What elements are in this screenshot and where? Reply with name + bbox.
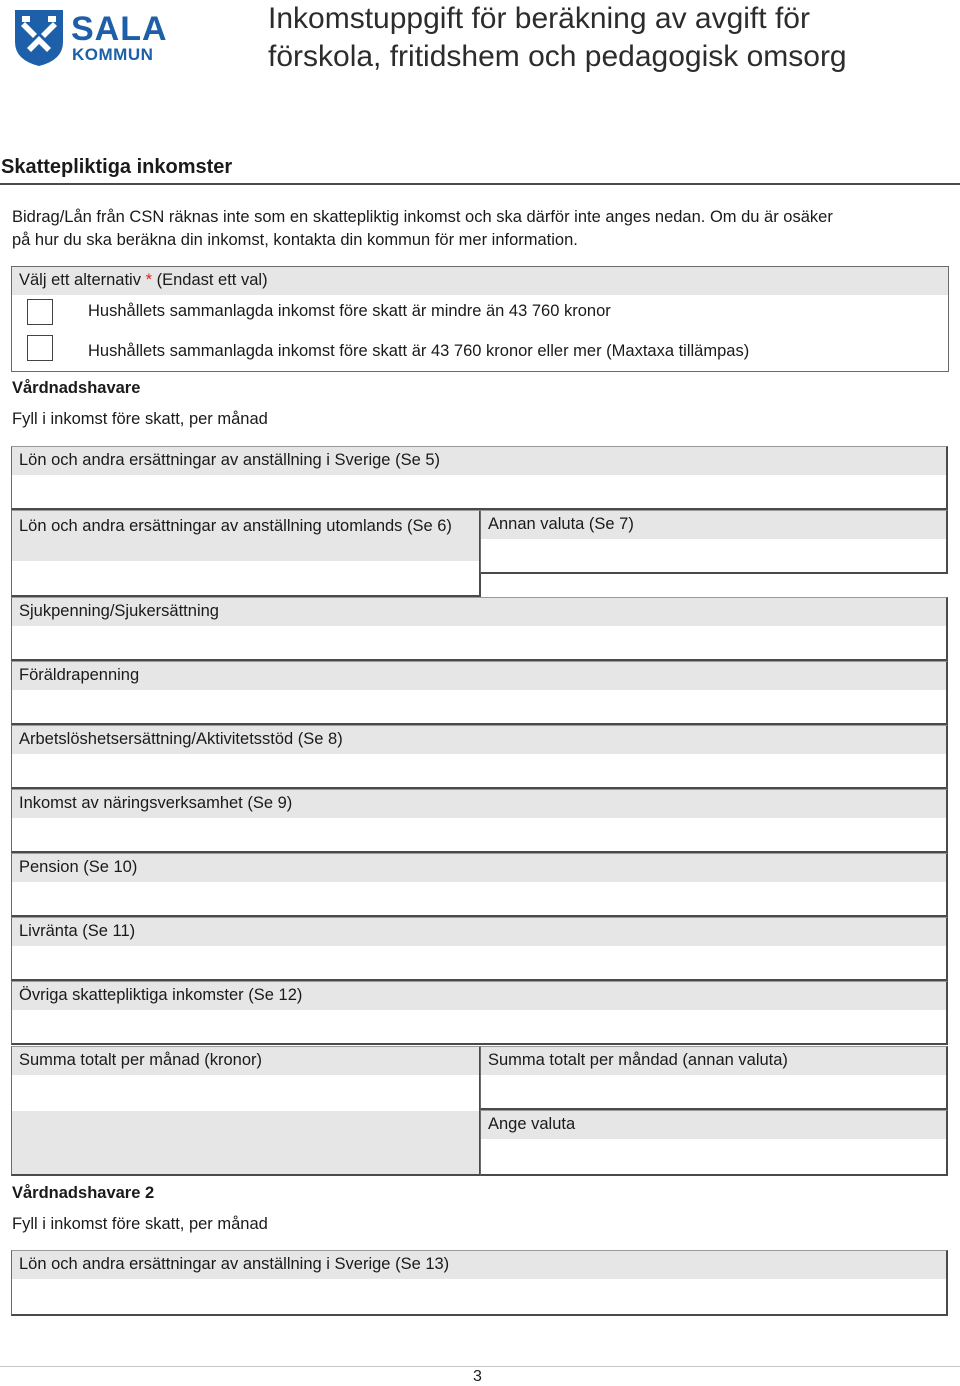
field-total-other: [480, 1046, 948, 1110]
input-annuity[interactable]: [12, 946, 946, 979]
guardian-note: Fyll i inkomst före skatt, per månad: [12, 410, 268, 428]
field-unemployment: [11, 725, 948, 789]
label-other-taxable: Övriga skattepliktiga inkomster (Se 12): [19, 986, 303, 1004]
input-salary-abroad[interactable]: [12, 561, 479, 595]
page-number: 3: [473, 1368, 482, 1385]
label-pension: Pension (Se 10): [19, 858, 138, 876]
field-g2-salary-sweden: [11, 1250, 948, 1316]
field-annuity: [11, 917, 948, 981]
field-parental-pay: [11, 661, 948, 725]
guardian2-heading: Vårdnadshavare 2: [12, 1184, 155, 1202]
logo-name: SALA: [71, 10, 168, 48]
option-income-maxtaxa: Hushållets sammanlagda inkomst före skatt är 43 760 kronor eller mer (Maxtaxa tillämpas): [88, 342, 750, 360]
required-mark: *: [145, 271, 152, 289]
field-salary-sweden: [11, 446, 948, 510]
input-total-sek[interactable]: [12, 1075, 479, 1111]
sala-kommun-logo: [13, 6, 168, 72]
label-g2-salary-sweden: Lön och andra ersättningar av anställning i Sverige (Se 13): [19, 1255, 450, 1273]
field-pension: [11, 853, 948, 917]
label-annuity: Livränta (Se 11): [19, 922, 136, 940]
section-divider: [0, 183, 960, 185]
title-line-2: förskola, fritidshem och pedagogisk omsorg: [268, 40, 847, 73]
label-currency: Ange valuta: [488, 1115, 576, 1133]
input-total-other[interactable]: [481, 1075, 946, 1108]
input-sick-pay[interactable]: [12, 626, 946, 659]
input-other-taxable[interactable]: [12, 1010, 946, 1043]
label-salary-abroad: Lön och andra ersättningar av anställning utomlands (Se 6): [19, 517, 452, 535]
field-sick-pay: [11, 597, 948, 661]
input-business-income[interactable]: [12, 818, 946, 851]
document-title: [268, 0, 958, 76]
input-salary-sweden[interactable]: [12, 475, 946, 508]
option-income-below: Hushållets sammanlagda inkomst före skatt är mindre än 43 760 kronor: [88, 302, 611, 320]
field-other-currency: [480, 510, 948, 574]
field-currency: [480, 1110, 948, 1176]
label-total-other: Summa totalt per måndad (annan valuta): [488, 1051, 788, 1069]
guardian2-note: Fyll i inkomst före skatt, per månad: [12, 1215, 268, 1233]
intro-text: [12, 206, 957, 252]
label-salary-sweden: Lön och andra ersättningar av anställning i Sverige (Se 5): [19, 451, 440, 469]
coat-of-arms-icon: [13, 8, 65, 68]
label-other-currency: Annan valuta (Se 7): [488, 515, 634, 533]
intro-line-1: Bidrag/Lån från CSN räknas inte som en skattepliktig inkomst och ska därför inte anges nedan. Om du är osäker: [12, 208, 833, 226]
input-currency[interactable]: [481, 1139, 946, 1174]
choice-hint: (Endast ett val): [156, 271, 268, 289]
label-parental-pay: Föräldrapenning: [19, 666, 140, 684]
checkbox-income-maxtaxa[interactable]: [27, 335, 53, 361]
income-choice-group: [11, 266, 949, 372]
section-title: Skattepliktiga inkomster: [1, 156, 233, 178]
field-salary-abroad: [11, 510, 481, 597]
intro-line-2: på hur du ska beräkna din inkomst, kontakta din kommun för mer information.: [12, 231, 578, 249]
checkbox-income-below[interactable]: [27, 299, 53, 325]
logo-sub: KOMMUN: [72, 45, 154, 64]
field-business-income: [11, 789, 948, 853]
field-total-sek: [11, 1046, 481, 1176]
label-unemployment: Arbetslöshetsersättning/Aktivitetsstöd (Se 8): [19, 730, 343, 748]
label-sick-pay: Sjukpenning/Sjukersättning: [19, 602, 219, 620]
input-other-currency[interactable]: [481, 539, 946, 572]
footer-divider: [0, 1366, 960, 1367]
input-g2-salary-sweden[interactable]: [12, 1279, 946, 1314]
label-total-sek: Summa totalt per månad (kronor): [19, 1051, 263, 1069]
input-pension[interactable]: [12, 882, 946, 915]
choice-header: [12, 267, 948, 295]
field-other-taxable: [11, 981, 948, 1045]
input-parental-pay[interactable]: [12, 690, 946, 723]
choice-label: Välj ett alternativ * (Endast ett val): [19, 271, 268, 289]
label-business-income: Inkomst av näringsverksamhet (Se 9): [19, 794, 293, 812]
title-line-1: Inkomstuppgift för beräkning av avgift för: [268, 2, 810, 35]
guardian-heading: Vårdnadshavare: [12, 379, 141, 397]
input-unemployment[interactable]: [12, 754, 946, 787]
